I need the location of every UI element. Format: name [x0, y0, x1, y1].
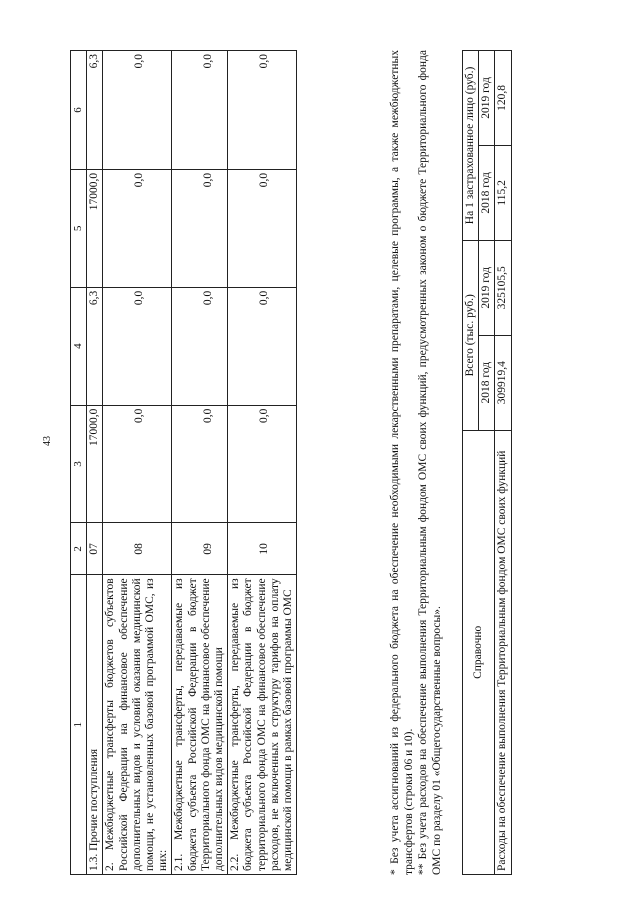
reference-header-row: [463, 51, 479, 875]
table-row: [172, 51, 228, 875]
cell-value: 0,0: [103, 51, 172, 170]
main-table: [70, 50, 297, 875]
cell-value: 0,0: [172, 287, 228, 405]
row-code: 08: [103, 523, 172, 575]
reference-group-header: Всего (тыс. руб.): [463, 240, 479, 430]
cell-value: 309919,4: [495, 335, 511, 430]
column-header: 1: [71, 575, 87, 875]
reference-row-label: Расходы на обеспечение выполнения Территориальным фондом ОМС своих функций: [495, 430, 511, 874]
column-header: 3: [71, 405, 87, 523]
cell-value: 0,0: [103, 405, 172, 523]
table-row: [495, 51, 511, 875]
cell-value: 17000,0: [87, 169, 103, 287]
footnotes: [388, 50, 444, 875]
column-header: 6: [71, 51, 87, 170]
cell-value: 0,0: [172, 51, 228, 170]
reference-label-header: Справочно: [463, 430, 495, 874]
cell-value: 0,0: [228, 405, 297, 523]
cell-value: 0,0: [103, 169, 172, 287]
table-row: [87, 51, 103, 875]
table-row: [228, 51, 297, 875]
column-header: 4: [71, 287, 87, 405]
cell-value: 6,3: [87, 51, 103, 170]
year-header: 2018 год: [479, 145, 495, 240]
rotated-document: [70, 50, 560, 875]
footnote: * Без учета ассигнований из федерального бюджета на обеспечение необходимыми лекарственными препаратами, целевые программы, а также межбюджетных трансфертов (строки 06 и 10).: [389, 50, 415, 875]
column-header: 2: [71, 523, 87, 575]
cell-value: 115,2: [495, 145, 511, 240]
year-header: 2019 год: [479, 51, 495, 146]
cell-value: 325105,5: [495, 240, 511, 335]
table-row: [103, 51, 172, 875]
year-header: 2019 год: [479, 240, 495, 335]
cell-value: 0,0: [228, 51, 297, 170]
cell-value: 0,0: [228, 287, 297, 405]
row-description: 2. Межбюджетные трансферты бюджетов субъектов Российской Федерации на финансовое обеспечение дополнительных видов и условий оказания медицинской помощи, не установленных базовой программой ОМС, из них:: [103, 575, 172, 875]
cell-value: 0,0: [172, 405, 228, 523]
cell-value: 0,0: [103, 287, 172, 405]
column-header: 5: [71, 169, 87, 287]
reference-table: [462, 50, 512, 875]
reference-group-header: На 1 застрахованное лицо (руб.): [463, 51, 479, 241]
year-header: 2018 год: [479, 335, 495, 430]
row-description: 2.1. Межбюджетные трансферты, передаваемые из бюджета субъекта Российской Федерации в бюджет Территориального фонда ОМС на финансовое обеспечение дополнительных видов медицинской помощи: [172, 575, 228, 875]
table-header-row: [71, 51, 87, 875]
row-description: 2.2. Межбюджетные трансферты, передаваемые из бюджета субъекта Российской Федерации в бюджет территориального фонда ОМС на финансовое обеспечение расходов, не включенных в структуру тарифов на оплату медицинской помощи в рамках базовой программы ОМС: [228, 575, 297, 875]
page-number: 43: [42, 436, 53, 446]
cell-value: 6,3: [87, 287, 103, 405]
cell-value: 120,8: [495, 51, 511, 146]
cell-value: 0,0: [172, 169, 228, 287]
row-code: 09: [172, 523, 228, 575]
row-code: 10: [228, 523, 297, 575]
row-description: 1.3. Прочие поступления: [87, 575, 103, 875]
footnote: ** Без учета расходов на обеспечение выполнения Территориальным фондом ОМС своих функций, предусмотренных законом о бюджете Территориального фонда ОМС по разделу 01 «Общегосударственные вопросы».: [417, 50, 443, 875]
cell-value: 0,0: [228, 169, 297, 287]
row-code: 07: [87, 523, 103, 575]
cell-value: 17000,0: [87, 405, 103, 523]
